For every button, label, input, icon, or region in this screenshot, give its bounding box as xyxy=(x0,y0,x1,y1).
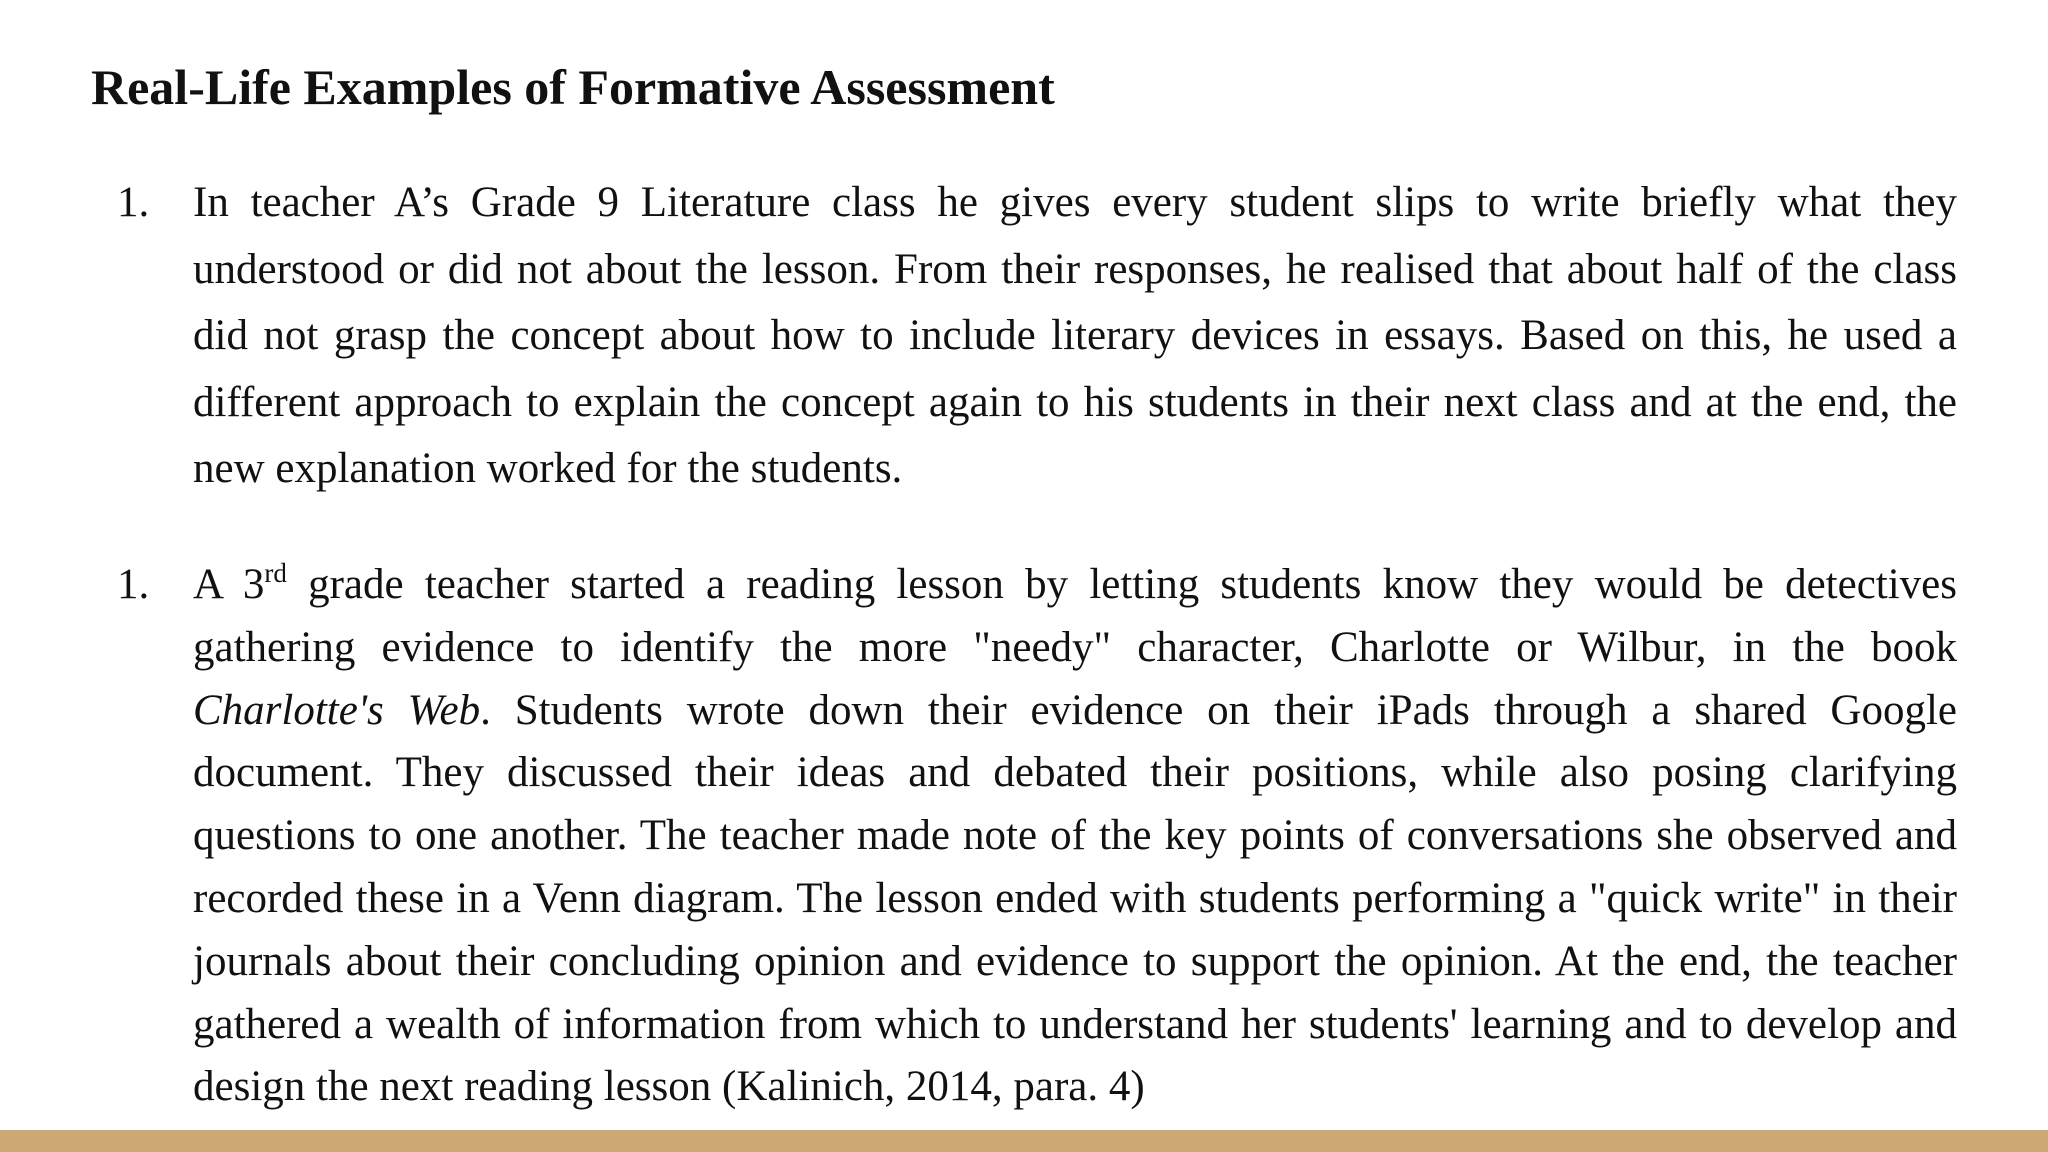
list-item-text xyxy=(193,554,1957,1119)
text-segment: . Students wrote down their evidence on their iPads through a shared Google document. They discussed their ideas and debated their positions, while also posing clarifying questions to one another. The teacher made note of the key points of conversations she observed and recorded these in a Venn diagram. The lesson ended with students performing a "quick write" in their journals about their concluding opinion and evidence to support the opinion. At the end, the teacher gathered a wealth of information from which to understand her students' learning and to develop and design the next reading lesson (Kalinich, 2014, para. 4) xyxy=(193,686,1957,1111)
list-number: 1. xyxy=(117,561,150,608)
ordinal-number: A 3 xyxy=(193,561,265,608)
ordinal-suffix: rd xyxy=(264,558,287,588)
list-item xyxy=(117,170,1957,503)
list-item xyxy=(117,554,1957,1119)
text-segment: grade teacher started a reading lesson by letting students know they would be detectives gathering evidence to identify the more "needy" character, Charlotte or Wilbur, in the book xyxy=(193,561,1957,671)
footer-bar xyxy=(0,1130,2048,1152)
slide-title: Real-Life Examples of Formative Assessment xyxy=(91,59,1055,115)
list-number: 1. xyxy=(117,179,150,226)
list-item-text: In teacher A’s Grade 9 Literature class he gives every student slips to write briefly what they understood or did not about the lesson. From their responses, he realised that about half of the class did not grasp the concept about how to include literary devices in essays. Based on this, he used a different approach to explain the concept again to his students in their next class and at the end, the new explanation worked for the students. xyxy=(193,179,1957,492)
book-title: Charlotte's Web xyxy=(193,686,481,734)
